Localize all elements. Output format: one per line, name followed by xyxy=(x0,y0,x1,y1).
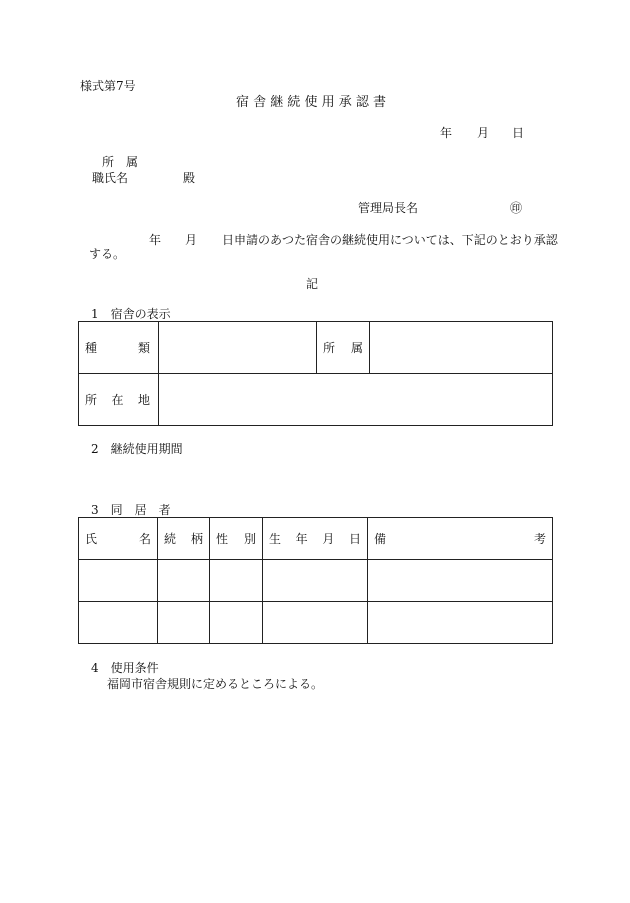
table-row xyxy=(79,602,553,644)
recipient-honorific: 殿 xyxy=(183,171,196,185)
document-title: 宿 舎 継 続 使 用 承 認 書 xyxy=(236,95,387,110)
cell-remarks[interactable] xyxy=(368,560,553,602)
date-year: 年 xyxy=(440,126,453,140)
section4-heading: 4 使用条件 xyxy=(91,661,159,675)
body-year: 年 xyxy=(149,233,162,247)
header-char: 続 xyxy=(164,532,177,546)
location-label-char: 地 xyxy=(137,393,150,407)
cell-relation[interactable] xyxy=(158,602,210,644)
cell-name[interactable] xyxy=(79,560,158,602)
header-char: 年 xyxy=(295,532,308,546)
header-name xyxy=(79,518,158,560)
cell-birthdate[interactable] xyxy=(263,602,368,644)
location-value-cell[interactable] xyxy=(159,374,553,426)
location-label-char: 在 xyxy=(111,393,124,407)
dwelling-table xyxy=(78,321,553,426)
header-char: 生 xyxy=(269,532,282,546)
issuer-title: 管理局長名 xyxy=(358,201,419,215)
header-char: 別 xyxy=(243,532,256,546)
date-month: 月 xyxy=(477,126,490,140)
cell-name[interactable] xyxy=(79,602,158,644)
body-month: 月 xyxy=(185,233,198,247)
affiliation-value-cell[interactable] xyxy=(370,322,553,374)
header-gender xyxy=(210,518,263,560)
type-value-cell[interactable] xyxy=(159,322,317,374)
header-birthdate xyxy=(263,518,368,560)
ki-mark: 記 xyxy=(306,277,319,291)
cell-gender[interactable] xyxy=(210,560,263,602)
affiliation-label-char: 所 xyxy=(323,341,336,355)
cell-birthdate[interactable] xyxy=(263,560,368,602)
header-char: 柄 xyxy=(190,532,203,546)
issuer-seal: ㊞ xyxy=(510,201,523,215)
section2-heading: 2 継続使用期間 xyxy=(91,442,183,456)
section3-heading: 3 同 居 者 xyxy=(91,503,171,517)
header-char: 月 xyxy=(322,532,335,546)
header-char: 名 xyxy=(138,532,151,546)
body-text-line1: 日申請のあつた宿舎の継続使用については、下記のとおり承認 xyxy=(222,233,558,247)
type-label-char: 種 xyxy=(85,341,98,355)
header-char: 考 xyxy=(533,532,546,546)
cell-relation[interactable] xyxy=(158,560,210,602)
form-number: 様式第7号 xyxy=(80,79,136,93)
cohabitants-header-row xyxy=(79,518,553,560)
location-label-char: 所 xyxy=(85,393,98,407)
recipient-affiliation-label: 所 属 xyxy=(102,155,139,169)
cohabitants-table xyxy=(78,517,553,644)
location-label-cell xyxy=(79,374,159,426)
date-day: 日 xyxy=(512,126,525,140)
header-char: 日 xyxy=(348,532,361,546)
cell-gender[interactable] xyxy=(210,602,263,644)
section1-heading: 1 宿舎の表示 xyxy=(91,307,171,321)
header-remarks xyxy=(368,518,553,560)
recipient-name-label: 職氏名 xyxy=(92,171,129,185)
header-char: 備 xyxy=(374,532,387,546)
type-label-char: 類 xyxy=(137,341,150,355)
table-row xyxy=(79,560,553,602)
body-text-line2: する。 xyxy=(89,247,126,261)
section4-text: 福岡市宿舎規則に定めるところによる。 xyxy=(107,677,324,691)
affiliation-label-char: 属 xyxy=(350,341,363,355)
affiliation-label-cell xyxy=(317,322,370,374)
type-label-cell xyxy=(79,322,159,374)
header-char: 性 xyxy=(216,532,229,546)
header-relation xyxy=(158,518,210,560)
cell-remarks[interactable] xyxy=(368,602,553,644)
header-char: 氏 xyxy=(85,532,98,546)
